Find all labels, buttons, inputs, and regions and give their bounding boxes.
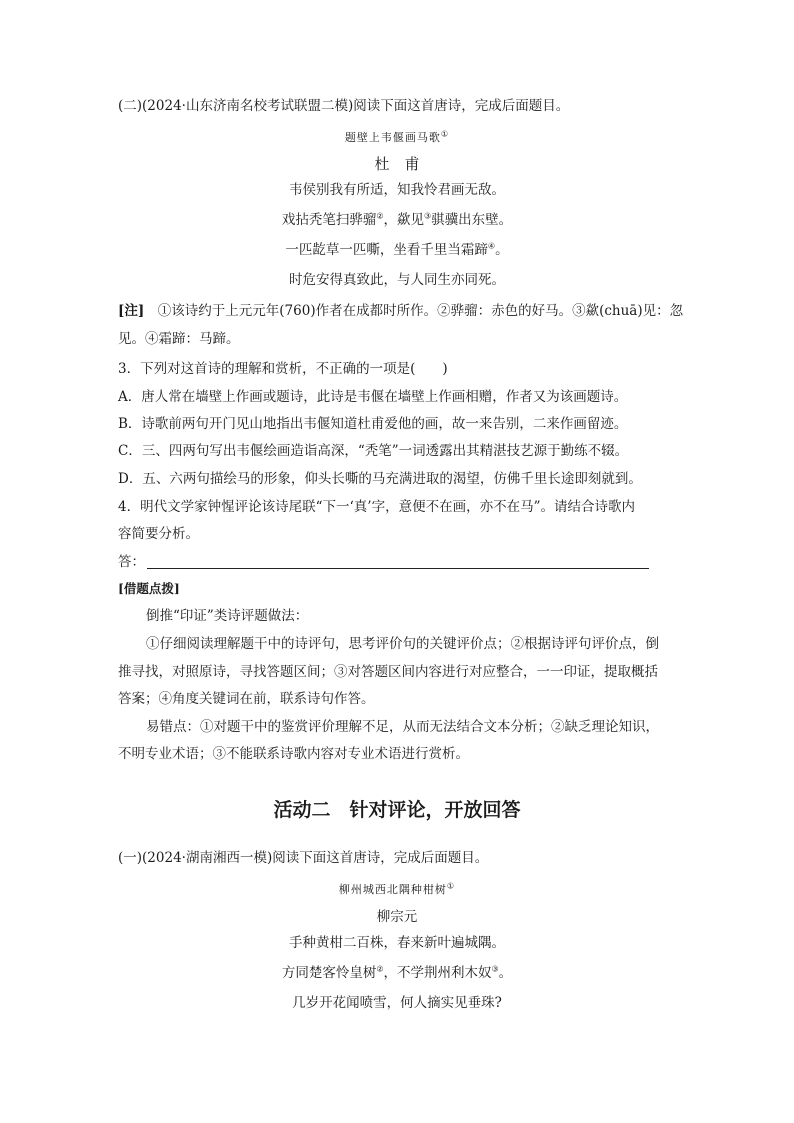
activity2-poem-line-2 — [0, 963, 794, 983]
note-line-1 — [118, 301, 683, 321]
tip-line-6: 不明专业术语；③不能联系诗歌内容对专业术语进行赏析。 — [118, 746, 469, 762]
poem-line-2-note2: ③ — [424, 211, 432, 221]
poem-line-1: 韦侯别我有所适，知我怜君画无敌。 — [289, 182, 505, 198]
activity2-intro: (一)(2024·湖南湘西一模)阅读下面这首唐诗，完成后面题目。 — [118, 850, 489, 866]
poem-line-3-a: 一匹龁草一匹嘶，坐看千里当霜蹄 — [285, 242, 488, 258]
tip-line-5: 易错点：①对题干中的鉴赏评价理解不足，从而无法结合文本分析；②缺乏理论知识， — [146, 719, 659, 735]
tip-line-3: 推寻找，对照原诗，寻找答题区间；③对答题区间内容进行对应整合，一一印证，提取概括 — [118, 664, 658, 680]
activity2-poem-author: 柳宗元 — [376, 909, 418, 925]
part2-intro: (二)(2024·山东济南名校考试联盟二模)阅读下面这首唐诗，完成后面题目。 — [118, 98, 570, 114]
note-line-2: 见。④霜蹄：马蹄。 — [118, 331, 240, 347]
option-b: B．诗歌前两句开门见山地指出韦偃知道杜甫爱他的画，故一来告别，二来作画留迹。 — [118, 416, 628, 432]
tip-line-4: 答案；④角度关键词在前，联系诗句作答。 — [118, 691, 375, 707]
poem-title-note: ① — [440, 129, 450, 139]
option-a: A．唐人常在墙壁上作画或题诗，此诗是韦偃在墙壁上作画相赠，作者又为该画题诗。 — [118, 389, 628, 405]
poem-line-3-note: ④ — [487, 241, 496, 251]
poem-line-3 — [0, 240, 794, 260]
option-c: C．三、四两句写出韦偃绘画造诣高深，“秃笔”一词透露出其精湛技艺源于勤练不辍。 — [118, 443, 629, 459]
question-3: 3．下列对这首诗的理解和赏析，不正确的一项是( ) — [118, 361, 448, 377]
activity2-poem-line-3: 几岁开花闻喷雪，何人摘实见垂珠? — [292, 995, 502, 1011]
poem-line-2-note: ② — [376, 211, 384, 221]
tip-line-1: 倒推“印证”类诗评题做法： — [146, 608, 309, 624]
poem-line-2 — [0, 210, 794, 230]
option-d: D．五、六两句描绘马的形象，仰头长嘶的马充满进取的渴望，仿佛千里长途即刻就到。 — [118, 471, 642, 487]
answer-blank-line — [147, 568, 649, 569]
poem-line-4: 时危安得真致此，与人同生亦同死。 — [289, 272, 505, 288]
tip-line-2: ①仔细阅读理解题干中的诗评句，思考评价句的关键评价点；②根据诗评句评价点，倒 — [146, 636, 659, 652]
activity2-poem-line-2-a: 方同楚客怜皇树 — [281, 965, 377, 981]
tip-label: [借题点拨] — [118, 581, 180, 596]
poem-line-3-b: 。 — [495, 242, 509, 258]
poem-title-text: 题壁上韦偃画马歌 — [344, 131, 441, 144]
activity2-poem-line-2-note: ② — [376, 964, 384, 974]
activity2-poem-title-note: ① — [446, 881, 456, 891]
section-title: 活动二 针对评论，开放回答 — [273, 799, 521, 821]
poem-author: 杜 甫 — [374, 155, 420, 173]
activity2-poem-line-2-tail: 。 — [498, 965, 513, 981]
activity2-poem-line-1: 手种黄柑二百株，春来新叶遍城隅。 — [289, 935, 505, 951]
activity2-poem-title-text: 柳州城西北隅种柑树 — [338, 883, 447, 896]
activity2-poem-line-2-note2: ③ — [491, 964, 499, 974]
activity2-poem-title — [0, 880, 794, 900]
poem-line-2-a: 戏拈秃笔扫骅骝 — [281, 212, 377, 228]
question-4-line-1: 4．明代文学家钟惺评论该诗尾联“下一‘真’字，意便不在画，亦不在马”。请结合诗歌内 — [118, 499, 635, 515]
note-label: [注] — [118, 303, 145, 319]
answer-label: 答： — [118, 554, 145, 570]
poem-line-2-tail: 骐骥出东壁。 — [431, 212, 513, 228]
poem-line-2-b: ，歘见 — [383, 212, 424, 228]
note-text-1: ①该诗约于上元元年(760)作者在成都时所作。②骅骝：赤色的好马。③歘(chuā)见：忽 — [144, 303, 684, 319]
activity2-poem-line-2-b: ，不学荆州利木奴 — [383, 965, 492, 981]
poem-title — [0, 128, 794, 148]
question-4-line-2: 容简要分析。 — [118, 526, 199, 542]
